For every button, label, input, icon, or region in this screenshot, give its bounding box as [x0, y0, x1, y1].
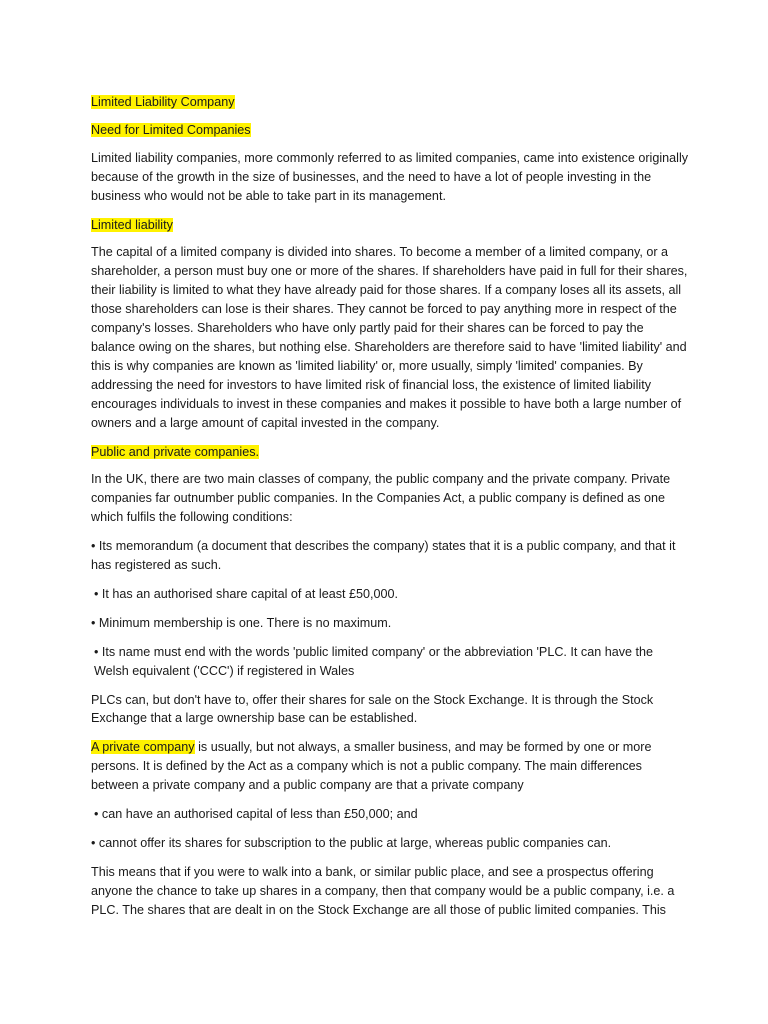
document-title	[91, 93, 690, 112]
bullet-authorised-capital: • can have an authorised capital of less than £50,000; and	[94, 807, 418, 822]
paragraph-need: Limited liability companies, more commonly referred to as limited companies, came into existence originally because of the growth in the size of businesses, and the need to have a lot of people investing in the business who would not be able to take part in its management.	[91, 150, 689, 203]
private-company-text: is usually, but not always, a smaller business, and may be formed by one or more persons. It is defined by the Act as a company which is not a public company. The main differences between a private company and a public company are that a private company	[91, 740, 652, 793]
title-highlight: Limited Liability Company	[91, 95, 235, 109]
section-heading-liability	[91, 216, 690, 235]
bullet-memorandum: • Its memorandum (a document that describes the company) states that it is a public company, and that it has registered as such.	[91, 539, 676, 573]
section-heading-public-private	[91, 443, 690, 462]
paragraph-means: This means that if you were to walk into a bank, or similar public place, and see a prospectus offering anyone the chance to take up shares in a company, then that company would be a public company, i.e. a PLC. The shares that are dealt in on the Stock Exchange are all those of public limited companies. This	[91, 864, 675, 917]
paragraph-classes: In the UK, there are two main classes of company, the public company and the private company. Private companies far outnumber public companies. In the Companies Act, a public company is defined as one which fulfils the following conditions:	[91, 472, 671, 525]
liability-highlight: Limited liability	[91, 217, 173, 232]
section-heading-need	[91, 121, 690, 140]
private-company-term: A private company	[91, 740, 195, 755]
bullet-membership: • Minimum membership is one. There is no maximum.	[91, 615, 392, 630]
paragraph-plc: PLCs can, but don't have to, offer their shares for sale on the Stock Exchange. It is through the Stock Exchange that a large ownership base can be established.	[91, 692, 654, 726]
bullet-offer-shares: • cannot offer its shares for subscription to the public at large, whereas public companies can.	[91, 836, 612, 850]
public-private-highlight: Public and private companies.	[91, 444, 260, 459]
bullet-name: • Its name must end with the words 'public limited company' or the abbreviation 'PLC. It can have the Welsh equivalent ('CCC') if registered in Wales	[94, 644, 654, 678]
need-highlight: Need for Limited Companies	[91, 122, 251, 137]
paragraph-private	[91, 738, 690, 795]
paragraph-liability: The capital of a limited company is divided into shares. To become a member of a limited company, or a shareholder, a person must buy one or more of the shares. If shareholders have paid in full for their shares, their liability is limited to what they have already paid for those shares. If a company loses all its assets, all those shareholders can lose is their shares. They cannot be forced to pay anything more in respect of the company's losses. Shareholders who have only partly paid for their shares can be forced to pay the balance owing on the shares, but nothing else. Shareholders are therefore said to have 'limited liability' and this is why companies are known as 'limited liability' or, more usually, simply 'limited' companies. By addressing the need for investors to have limited risk of financial loss, the existence of limited liability encourages individuals to invest in these companies and makes it possible to have both a large number of owners and a large amount of capital invested in the company.	[91, 245, 688, 430]
bullet-share-capital: • It has an authorised share capital of at least £50,000.	[94, 586, 399, 601]
